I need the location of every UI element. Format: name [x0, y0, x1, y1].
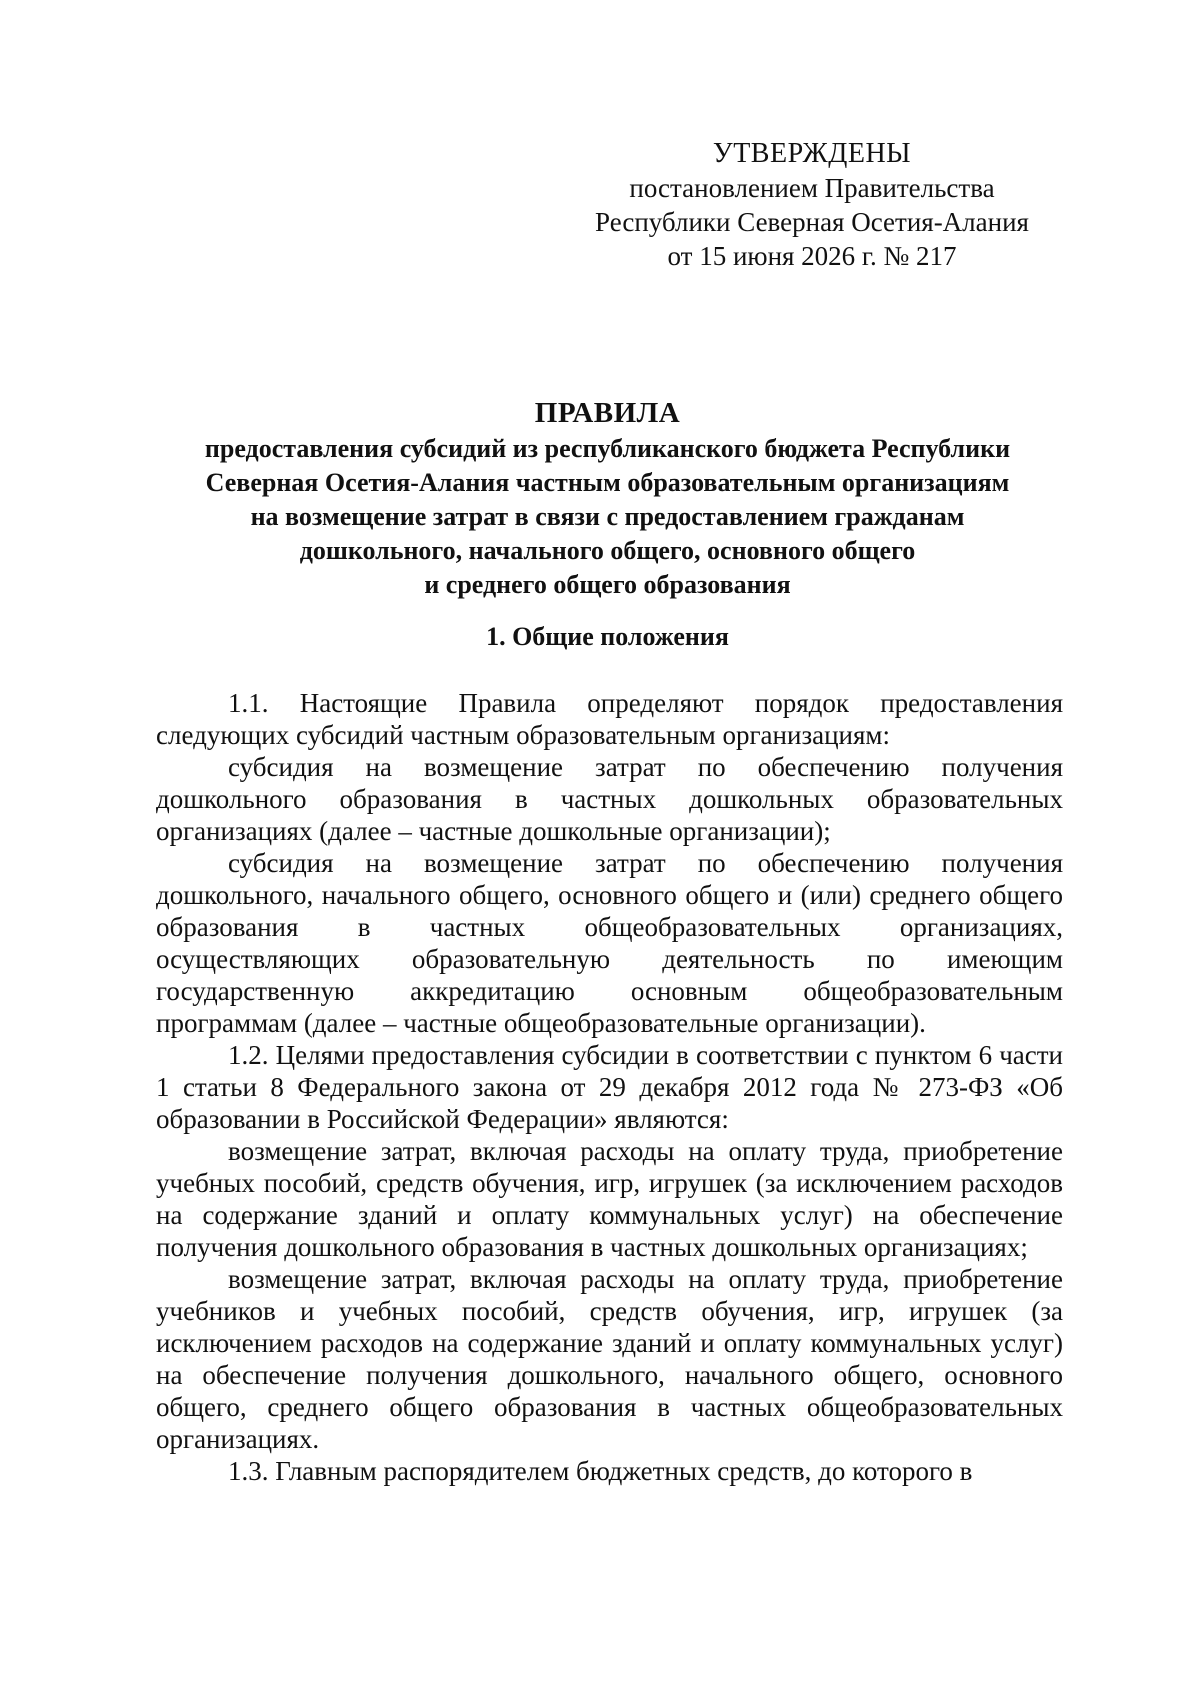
paragraph: субсидия на возмещение затрат по обеспечению получения дошкольного образования в частных дошкольных образовательных организациях (далее – частные дошкольные организации);: [156, 752, 1063, 846]
title-line-3: на возмещение затрат в связи с предоставлением гражданам: [250, 502, 965, 531]
paragraph: 1.3. Главным распорядителем бюджетных средств, до которого в: [228, 1456, 973, 1486]
approval-heading: УТВЕРЖДЕНЫ: [712, 138, 912, 169]
document-body: [156, 687, 1063, 1487]
document-title: [150, 394, 1065, 602]
title-line-5: и среднего общего образования: [424, 570, 791, 599]
approval-line-3: от 15 июня 2026 г. № 217: [667, 241, 957, 271]
title-line-4: дошкольного, начального общего, основного общего: [299, 536, 916, 565]
paragraph: возмещение затрат, включая расходы на оплату труда, приобретение учебных пособий, средств обучения, игр, игрушек (за исключением расходов на содержание зданий и оплату коммунальных услуг) на обеспечение получения дошкольного образования в частных дошкольных организациях;: [156, 1136, 1063, 1262]
paragraph: возмещение затрат, включая расходы на оплату труда, приобретение учебников и учебных пособий, средств обучения, игр, игрушек (за исключением расходов на содержание зданий и оплату коммунальных услуг) на обеспечение получения дошкольного, начального общего, основного общего, среднего общего образования в частных общеобразовательных организациях.: [156, 1264, 1063, 1454]
title-line-1: предоставления субсидий из республиканского бюджета Республики: [204, 434, 1011, 463]
approval-line-2: Республики Северная Осетия-Алания: [595, 207, 1029, 237]
paragraph: 1.2. Целями предоставления субсидии в соответствии с пунктом 6 части 1 статьи 8 Федерального закона от 29 декабря 2012 года № 273-ФЗ «Об образовании в Российской Федерации» являются:: [156, 1040, 1063, 1134]
paragraph: субсидия на возмещение затрат по обеспечению получения дошкольного, начального общего, основного общего и (или) среднего общего образования в частных общеобразовательных организациях, осуществляющих образовательную деятельность по имеющим государственную аккредитацию основным общеобразовательным программам (далее – частные общеобразовательные организации).: [156, 848, 1063, 1038]
section-heading: 1. Общие положения: [486, 622, 729, 651]
paragraph: 1.1. Настоящие Правила определяют порядок предоставления следующих субсидий частным образовательным организациям:: [156, 688, 1063, 750]
title-main: ПРАВИЛА: [534, 397, 681, 429]
approval-stamp: [582, 137, 1042, 273]
title-line-2: Северная Осетия-Алания частным образовательным организациям: [205, 468, 1010, 497]
approval-line-1: постановлением Правительства: [629, 173, 995, 203]
